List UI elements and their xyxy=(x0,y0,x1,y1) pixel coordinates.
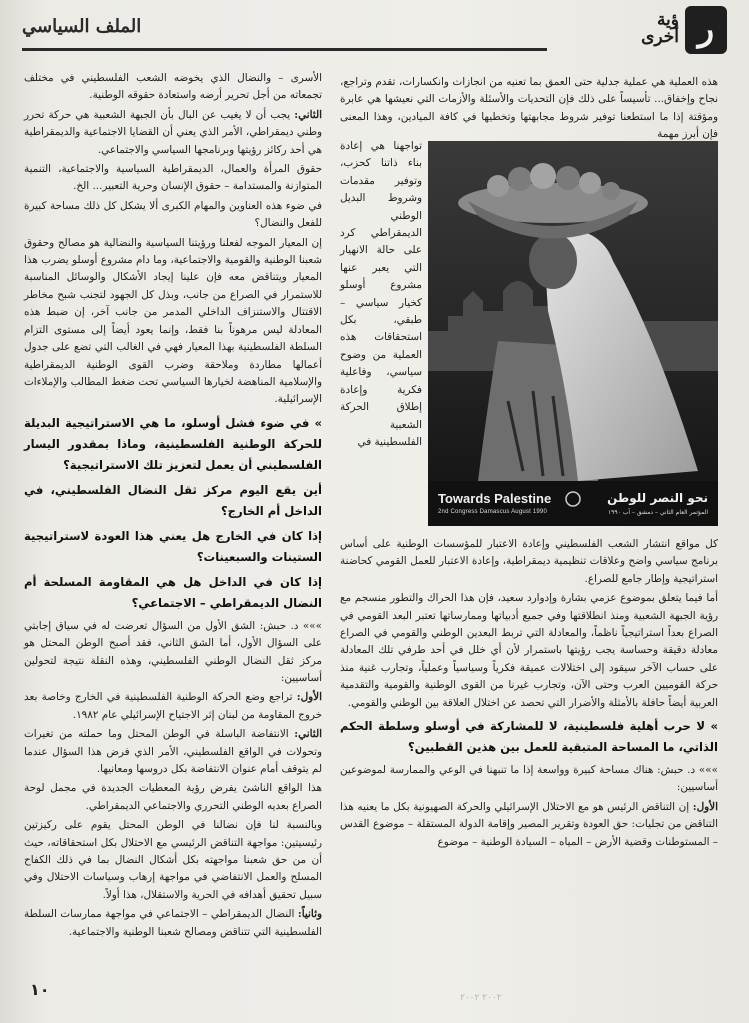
paragraph: هذه العملية هي عملية جدلية حتى العمق بما تعنيه من انجازات وانكسارات، تقدم وتراجع، نجاح وإخفاق... تأسيساً على ذلك فإن التحديات والأسئلة والأزمات التي نعيشها هي عابرة ومؤقتة إذا ما استطعنا توفير شروط مجابهتها وتخطيها في كافة الميادين، وهذا المعنى فإن أبرز مهمة xyxy=(340,76,718,141)
paragraph: »»» د. حبش: هناك مساحة كبيرة وواسعة إذا ما تنبهنا في الوعي والممارسة لموضوعين أساسيين: xyxy=(340,764,718,794)
faint-footer-text: ٢٠٠٢ ٢٠٠٢ xyxy=(460,993,502,1003)
interview-question: إذا كان في الخارج هل يعني هذا العودة لاستراتيجية الستينات والسبعينات؟ xyxy=(24,528,322,564)
paragraph: »»» د. حبش: الشق الأول من السؤال تعرضت له في سياق إجابتي على السؤال الأول، أما الشق الثاني، فقد أصبح الوطن المحتل هو مركز ثقل النضال الوطني الفلسطيني، وهذه النقلة نتيجة لتحولين أساسيين: xyxy=(24,619,322,684)
interview-question: إذا كان في الداخل هل هي المقاومة المسلحة أم النضال الديمقراطي – الاجتماعي؟ xyxy=(24,574,322,610)
magazine-logo xyxy=(577,6,727,58)
paragraph xyxy=(24,726,322,778)
poster-image xyxy=(428,141,718,526)
point-label: الأول: xyxy=(692,800,718,813)
paragraph xyxy=(24,689,322,724)
point-label: الثاني: xyxy=(294,108,322,121)
paragraph: إن المعيار الموجه لفعلنا ورؤيتنا السياسية والنضالية هو مصالح وحقوق شعبنا الوطنية والقومية والاجتماعية، وما دام مشروع أوسلو يضرب هذا المعيار ويتناقض معه فإن علينا إيجاد الأشكال والوسائل المناسبة للاستمرار في الصراع من جانب، وبذل كل الجهود لتجنب شبح مخاطر الاقتتال والاستنزاف الداخلي المدمر من جانب آخر، إن ضبط هذه المعادلة ليس مرهوناً بنا فقط، وإنما يعود أيضاً إلى مستوى التزام السلطة الفلسطينية بهذا المعيار فهي في الغالب التي تضع على جدول أعمالها مطاردة وملاحقة وضرب القوى الوطنية الديمقراطية والإسلامية المناهضة لخيارها السياسي تحت ضغط المطالب والإملاءات الإسرائيلية. xyxy=(24,236,322,406)
paragraph: الأسرى – والنضال الذي يخوضه الشعب الفلسطيني في مختلف تجمعاته من أجل تحرير أرضه واستعادة حقوقه الوطنية. xyxy=(24,72,322,102)
point-text: إن التناقض الرئيس هو مع الاحتلال الإسرائيلي والحركة الصهيونية بكل ما يعنيه هذا التناقض من تجليات: حق العودة وتقرير المصير وإقامة الدولة المستقلة – موضوع القدس – المستوطنات وقضية الأرض – المياه – السيادة الوطنية – موضوع xyxy=(340,800,718,848)
point-text: الانتفاضة الباسلة في الوطن المحتل وما حملته من تغيرات وتحولات في الواقع الفلسطيني، الأمر الذي فرض هذا السؤال عندما لم يتوقف أمام عنوان الانتفاضة بكل دروسها ومعانيها. xyxy=(24,728,322,775)
point-label: وثانياً: xyxy=(297,908,322,921)
poster-subtitle-en: 2nd Congress Damascus August 1990 xyxy=(438,509,547,515)
paragraph: أما فيما يتعلق بموضوع عزمي بشارة وإدوارد سعيد، فإن هذا الحراك والتطور منسجم مع رؤية الجبهة الشعبية ومنذ انطلاقتها وفي جميع أدبياتها وممارساتها تعتبر البعد القومي في الصراع بعداً استراتيجياً ناظماً، والمعادلة التي تربط البعدين الوطني والقومي في الصراع معادلة دقيقة وحساسة يجب رؤيتها باستمرار لأن أي خلل في أحد طرفي تلك المعادلة على حساب الآخر سيقود إلى اختلالات عميقة فكرياً وسياسياً وعملياً، وتجارب غنية منذ حركة القوميين العرب وحتى الآن، وتجارب غيرنا من القوى الوطنية والقومية والتقدمية العربية أيضاً حافلة بالأمثلة والأضرار التي تحصد عن اختلال العلاقة بين الوطني والقومي. xyxy=(340,592,718,709)
paragraph xyxy=(24,906,322,941)
point-text: النضال الديمقراطي – الاجتماعي في مواجهة ممارسات السلطة الفلسطينية التي تتناقض ومصالح شعبنا الوطنية والاجتماعية. xyxy=(24,908,322,938)
interview-question: » في ضوء فشل أوسلو، ما هي الاستراتيجية البديلة للحركة الوطنية الفلسطينية، وماذا بمقدور اليسار الفلسطيني أن يعمل لتعزيز تلك الاستراتيجية؟ xyxy=(24,415,322,472)
paragraph: كل مواقع انتشار الشعب الفلسطيني وإعادة الاعتبار للمؤسسات الوطنية على أساس برنامج سياسي واضح وعلاقات تنظيمية ديمقراطية، وإعادة الاعتبار للعمل القومي كحاضنة استراتيجية وإطار جامع للصراع. xyxy=(340,538,718,585)
paragraph: تواجهنا هي إعادة بناء ذاتنا كحزب، وتوفير مقدمات وشروط البديل الوطني الديمقراطي كرد على حالة الانهيار التي يعبر عنها مشروع أوسلو كخيار سياسي – طبقي، بكل استحقاقات هذه العملية من وضوح سياسي، وفاعلية فكرية وإعادة إطلاق الحركة الشعبية الفلسطينية في xyxy=(340,140,422,448)
right-column-narrow xyxy=(340,138,422,533)
page-number: ١٠ xyxy=(30,980,50,999)
logo-line-2: أخرى xyxy=(641,27,679,47)
section-title: الملف السياسي xyxy=(22,16,142,37)
paragraph: في ضوء هذه العناوين والمهام الكبرى ألا يشكل كل ذلك مساحة كبيرة للفعل والنضال؟ xyxy=(24,199,322,230)
paragraph xyxy=(24,107,322,159)
point-label: الأول: xyxy=(296,691,322,704)
paragraph: هذا الواقع الناشئ يفرض رؤية المعطيات الجديدة في مجمل لوحة الصراع بعديه الوطني التحرري والاجتماعي الديمقراطي. xyxy=(24,782,322,812)
poster-title-en: Towards Palestine xyxy=(438,491,552,506)
header-rule xyxy=(22,48,547,51)
logo-text xyxy=(641,12,679,46)
point-text: تراجع وضع الحركة الوطنية الفلسطينية في الخارج وخاصة بعد خروج المقاومة من لبنان إثر الاجتياح الإسرائيلي عام ١٩٨٢. xyxy=(24,691,322,721)
left-column xyxy=(24,70,322,950)
paragraph: وبالنسبة لنا فإن نضالنا في الوطن المحتل يقوم على ركيزتين رئيسيتين: مواجهة التناقض الرئيسي مع الاحتلال بكل استحقاقاته، حيث أن من حق شعبنا مواجهته بكل أشكال النضال بما في ذلك الكفاح المسلح والعمل الانتفاضي في مواجهة إرهاب وسياسات الاحتلال وفي سبيل تحقيق أهدافه في الحرية والاستقلال، هذا أولاً. xyxy=(24,819,322,901)
logo-letter: ر xyxy=(685,6,727,54)
point-label: الثاني: xyxy=(294,728,322,741)
page-header xyxy=(0,0,749,62)
point-text: يجب أن لا يغيب عن البال بأن الجبهة الشعبية هي حركة تحرر وطني ديمقراطي، الأمر الذي يعني أن القضايا الاجتماعية والديمقراطية هي أحد ركائز رؤيتها وبرنامجها السياسي والاجتماعي. xyxy=(24,108,322,156)
paragraph: حقوق المرأة والعمال، الديمقراطية السياسية والاجتماعية، التنمية المتوازنة والمستدامة – حقوق الإنسان وحرية التعبير... الخ. xyxy=(24,163,322,193)
right-column-body xyxy=(340,536,718,936)
paragraph xyxy=(340,799,718,851)
poster-subtitle-ar: المؤتمر العام الثاني – دمشق – آب ١٩٩٠ xyxy=(607,509,708,516)
interview-question: » لا حرب أهلية فلسطينية، لا للمشاركة في أوسلو وسلطة الحكم الذاتي، ما المساحة المتبقية للعمل بين هذين القطبين؟ xyxy=(340,719,718,755)
poster-title-ar: نحو النصر للوطن xyxy=(607,491,708,505)
right-column-intro xyxy=(340,74,718,141)
interview-question: أين يقع اليوم مركز ثقل النضال الفلسطيني، في الداخل أم الخارج؟ xyxy=(24,482,322,518)
logo-line-1: ؤية xyxy=(656,10,679,30)
poster-illustration xyxy=(428,141,718,526)
